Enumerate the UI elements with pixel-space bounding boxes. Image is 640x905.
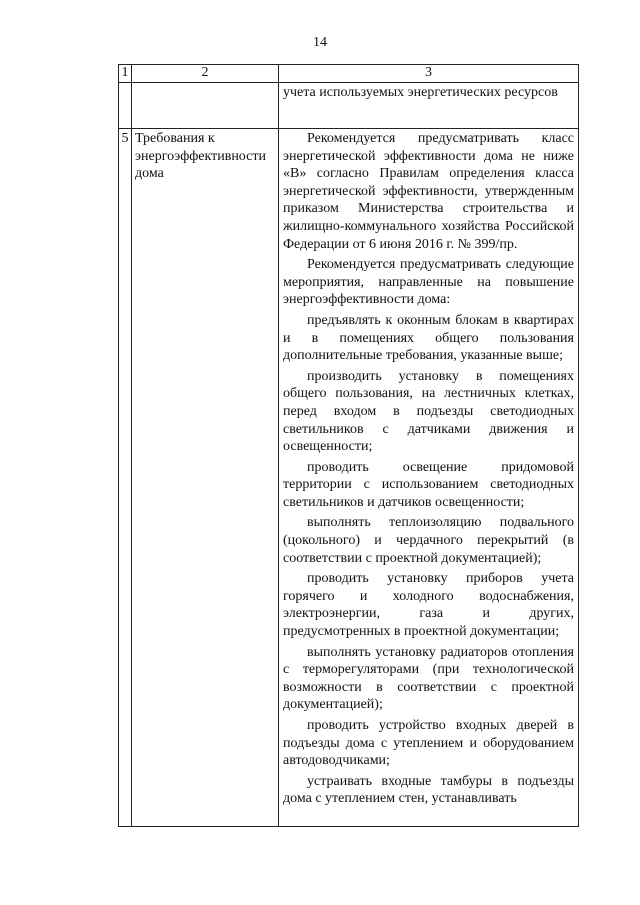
continuation-number-cell xyxy=(119,83,132,129)
continuation-name-cell xyxy=(132,83,279,129)
row-text-body xyxy=(283,130,574,826)
paragraph: выполнять теплоизоляцию подвального (цокольного) и чердачного перекрытий (в соответствии с проектной документацией); xyxy=(283,515,574,566)
table-row xyxy=(119,129,579,827)
row-name: Требования к энергоэффективности дома xyxy=(132,129,279,827)
row-text-cell xyxy=(279,129,579,827)
paragraph: выполнять установку радиаторов отопления с терморегуляторами (при технологической возможности в соответствии с проектной документацией); xyxy=(283,644,574,713)
column-header-2: 2 xyxy=(132,65,279,83)
continuation-text-cell xyxy=(279,83,579,129)
row-number: 5 xyxy=(119,129,132,827)
paragraph: Рекомендуется предусматривать следующие мероприятия, направленные на повышение энергоэффективности дома: xyxy=(283,257,574,308)
paragraph: проводить установку приборов учета горячего и холодного водоснабжения, электроэнергии, газа и других, предусмотренных в проектной документации; xyxy=(283,571,574,640)
table-row-continuation xyxy=(119,83,579,129)
paragraph: Рекомендуется предусматривать класс энергетической эффективности дома не ниже «В» согласно Правилам определения класса энергетической эффективности, утвержденным приказом Министерства строительства и жилищно-коммунального хозяйства Российской Федерации от 6 июня 2016 г. № 399/пр. xyxy=(283,131,574,252)
page-number: 14 xyxy=(313,35,327,50)
paragraph: устраивать входные тамбуры в подъезды дома с утеплением стен, устанавливать xyxy=(283,773,574,807)
requirements-table xyxy=(118,64,579,827)
paragraph: проводить освещение придомовой территории с использованием светодиодных светильников и датчиков освещенности; xyxy=(283,459,574,510)
paragraph: предъявлять к оконным блокам в квартирах и в помещениях общего пользования дополнительные требования, указанные выше; xyxy=(283,312,574,364)
paragraph: проводить устройство входных дверей в подъезды дома с утеплением и оборудованием автодоводчиками; xyxy=(283,718,574,769)
column-header-3: 3 xyxy=(279,65,579,83)
table-header-row xyxy=(119,65,579,83)
continuation-text: учета используемых энергетических ресурсов xyxy=(283,85,558,100)
paragraph: производить установку в помещениях общего пользования, на лестничных клетках, перед входом в подъезды светодиодных светильников с датчиками движения и освещенности; xyxy=(283,368,574,455)
column-header-1: 1 xyxy=(119,65,132,83)
